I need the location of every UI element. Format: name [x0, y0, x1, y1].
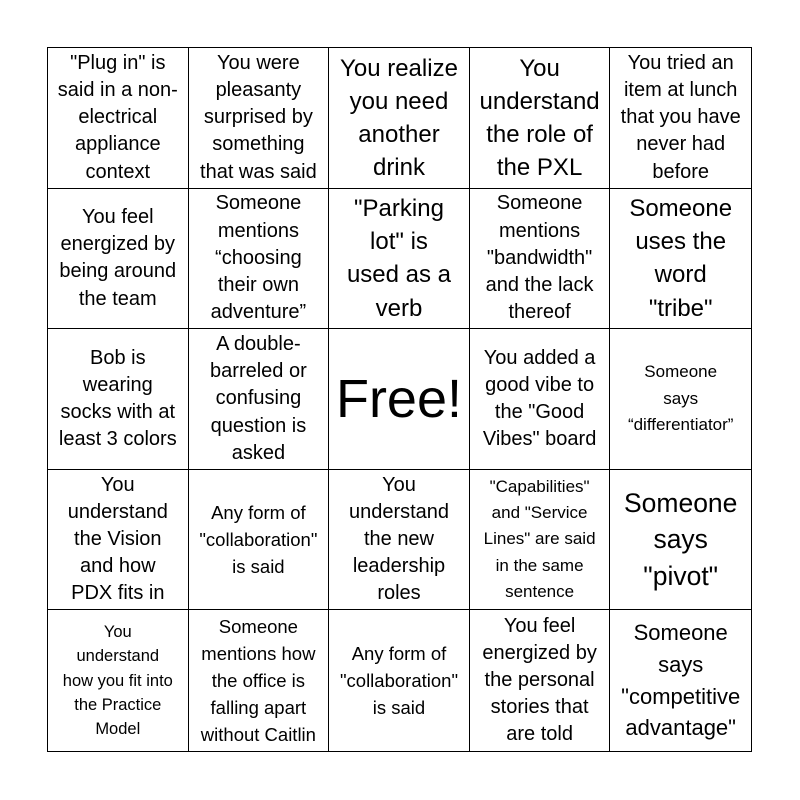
cell-text: You understand the new leadership roles	[348, 473, 450, 605]
bingo-cell-r4c3[interactable]	[329, 470, 470, 611]
bingo-cell-r2c3[interactable]	[329, 189, 470, 330]
free-space-text: Free!	[335, 368, 463, 429]
bingo-cell-r5c5[interactable]	[610, 610, 751, 751]
cell-text: You understand the role of the PXL	[479, 54, 600, 181]
cell-text: A double- barreled or confusing question is asked	[210, 333, 307, 464]
cell-text: Any form of "collaboration" is said	[339, 643, 459, 719]
cell-text: You feel energized by being around the team	[59, 206, 177, 310]
cell-text: Someone uses the word "tribe"	[629, 195, 733, 322]
bingo-cell-r2c2[interactable]	[189, 189, 330, 330]
bingo-cell-r3c4[interactable]	[470, 329, 611, 470]
bingo-cell-r4c4[interactable]	[470, 470, 611, 611]
bingo-cell-r4c5[interactable]	[610, 470, 751, 611]
bingo-cell-r5c1[interactable]	[48, 610, 189, 751]
bingo-cell-r2c5[interactable]	[610, 189, 751, 330]
bingo-cell-r2c1[interactable]	[48, 189, 189, 330]
bingo-board	[47, 47, 752, 752]
bingo-cell-r3c1[interactable]	[48, 329, 189, 470]
cell-text: You tried an item at lunch that you have never had before	[620, 51, 741, 183]
cell-text: You feel energized by the personal stories that are told	[482, 614, 597, 746]
bingo-cell-r1c3[interactable]	[329, 48, 470, 189]
cell-text: "Capabilities" and "Service Lines" are said in the same sentence	[483, 476, 596, 602]
bingo-cell-r1c5[interactable]	[610, 48, 751, 189]
cell-text: Someone says "pivot"	[623, 487, 738, 591]
cell-text: You understand how you fit into the Practice Model	[62, 623, 173, 739]
cell-text: You understand the Vision and how PDX fits in	[67, 473, 168, 605]
cell-text: You added a good vibe to the "Good Vibes" board	[482, 346, 597, 451]
cell-text: Someone mentions "bandwidth" and the lack thereof	[485, 192, 594, 324]
bingo-cell-r1c2[interactable]	[189, 48, 330, 189]
cell-text: Someone mentions “choosing their own adventure”	[210, 192, 307, 324]
cell-text: Someone says "competitive advantage"	[621, 620, 741, 741]
bingo-cell-r4c2[interactable]	[189, 470, 330, 611]
bingo-cell-r1c1[interactable]	[48, 48, 189, 189]
bingo-cell-r4c1[interactable]	[48, 470, 189, 611]
bingo-cell-r5c4[interactable]	[470, 610, 611, 751]
cell-text: You were pleasanty surprised by something that was said	[200, 51, 317, 183]
bingo-cell-r3c5[interactable]	[610, 329, 751, 470]
bingo-cell-r1c4[interactable]	[470, 48, 611, 189]
cell-text: Someone mentions how the office is falling apart without Caitlin	[200, 616, 316, 746]
cell-text: You realize you need another drink	[340, 54, 458, 181]
cell-text: Bob is wearing socks with at least 3 colors	[58, 346, 177, 451]
bingo-cell-r5c2[interactable]	[189, 610, 330, 751]
bingo-cell-r5c3[interactable]	[329, 610, 470, 751]
cell-text: Any form of "collaboration" is said	[199, 502, 318, 578]
bingo-cell-free[interactable]	[329, 329, 470, 470]
bingo-cell-r3c2[interactable]	[189, 329, 330, 470]
cell-text: Someone says “differentiator”	[627, 362, 734, 435]
cell-text: "Parking lot" is used as a verb	[346, 195, 452, 322]
cell-text: "Plug in" is said in a non- electrical appliance context	[57, 51, 178, 183]
bingo-cell-r2c4[interactable]	[470, 189, 611, 330]
